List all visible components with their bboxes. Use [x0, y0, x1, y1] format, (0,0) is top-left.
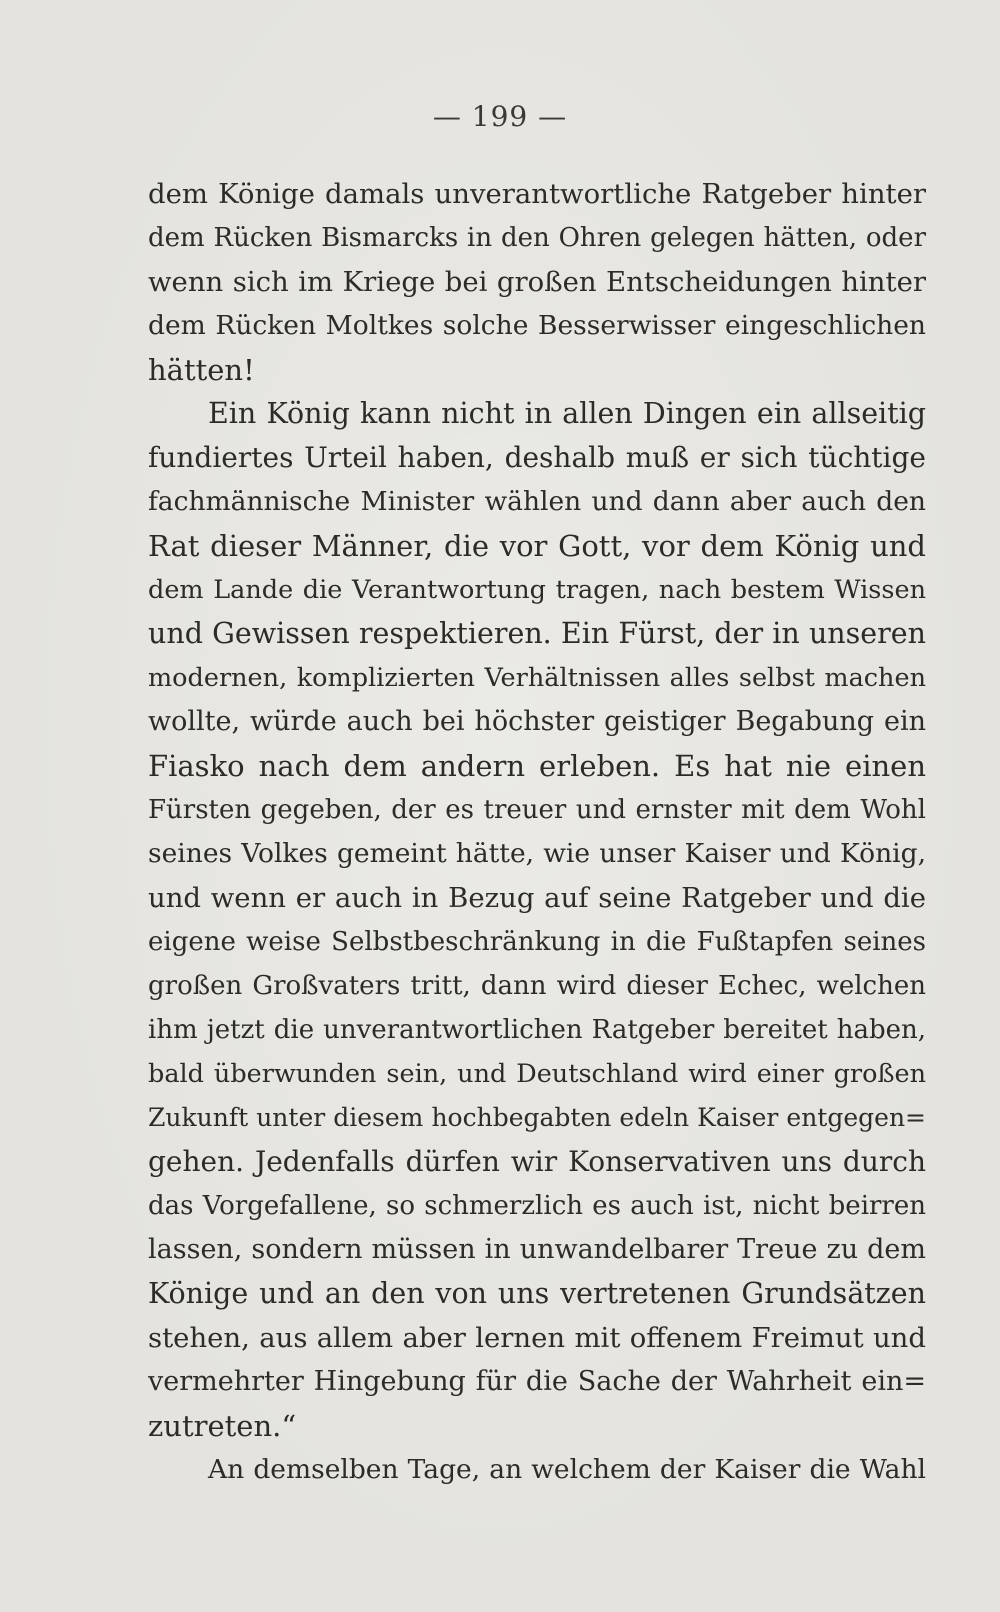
text-line: lassen, sondern müssen in unwandelbarer Treue zu dem	[148, 1234, 926, 1265]
text-line: wollte, würde auch bei höchster geistiger Begabung ein	[148, 706, 926, 737]
body-text	[148, 172, 926, 1492]
text-line: modernen, komplizierten Verhältnissen alles selbst machen	[148, 663, 926, 693]
text-line: eigene weise Selbstbeschränkung in die Fußtapfen seines	[148, 927, 926, 957]
text-line: dem Könige damals unverantwortliche Ratgeber hinter	[148, 178, 926, 210]
text-line: dem Rücken Bismarcks in den Ohren gelegen hätten, oder	[148, 223, 926, 253]
text-line: stehen, aus allem aber lernen mit offenem Freimut und	[148, 1322, 926, 1354]
text-line: dem Rücken Moltkes solche Besserwisser eingeschlichen	[148, 310, 926, 341]
text-line: fachmännische Minister wählen und dann aber auch den	[148, 486, 926, 517]
text-line: Könige und an den von uns vertretenen Grundsätzen	[148, 1277, 926, 1310]
text-line: ihm jetzt die unverantwortlichen Ratgeber bereitet haben,	[148, 1015, 926, 1045]
text-line: Rat dieser Männer, die vor Gott, vor dem König und	[148, 529, 926, 563]
page-number: — 199 —	[432, 100, 568, 133]
text-line: gehen. Jedenfalls dürfen wir Konservativen uns durch	[148, 1145, 926, 1178]
text-line: Zukunft unter diesem hochbegabten edeln Kaiser entgegen=	[148, 1103, 926, 1132]
text-line: großen Großvaters tritt, dann wird dieser Echec, welchen	[148, 971, 926, 1001]
text-line: An demselben Tage, an welchem der Kaiser die Wahl	[208, 1454, 926, 1485]
text-line: fundiertes Urteil haben, deshalb muß er sich tüchtige	[148, 441, 926, 474]
text-line: vermehrter Hingebung für die Sache der Wahrheit ein=	[148, 1366, 926, 1397]
text-line: das Vorgefallene, so schmerzlich es auch ist, nicht beirren	[148, 1191, 926, 1221]
text-line: Ein König kann nicht in allen Dingen ein allseitig	[208, 397, 926, 430]
text-line: seines Volkes gemeint hätte, wie unser Kaiser und König,	[148, 838, 926, 869]
text-line: und wenn er auch in Bezug auf seine Ratgeber und die	[148, 882, 926, 914]
text-line: Fiasko nach dem andern erleben. Es hat nie einen	[148, 749, 926, 783]
text-line: dem Lande die Verantwortung tragen, nach bestem Wissen	[148, 575, 926, 605]
text-line: und Gewissen respektieren. Ein Fürst, der in unseren	[148, 617, 926, 650]
text-line: Fürsten gegeben, der es treuer und ernster mit dem Wohl	[148, 795, 926, 825]
text-line: hätten!	[148, 353, 255, 387]
text-line: bald überwunden sein, und Deutschland wird einer großen	[148, 1059, 926, 1089]
text-line: zutreten.“	[148, 1409, 297, 1443]
text-line: wenn sich im Kriege bei großen Entscheidungen hinter	[148, 266, 926, 298]
